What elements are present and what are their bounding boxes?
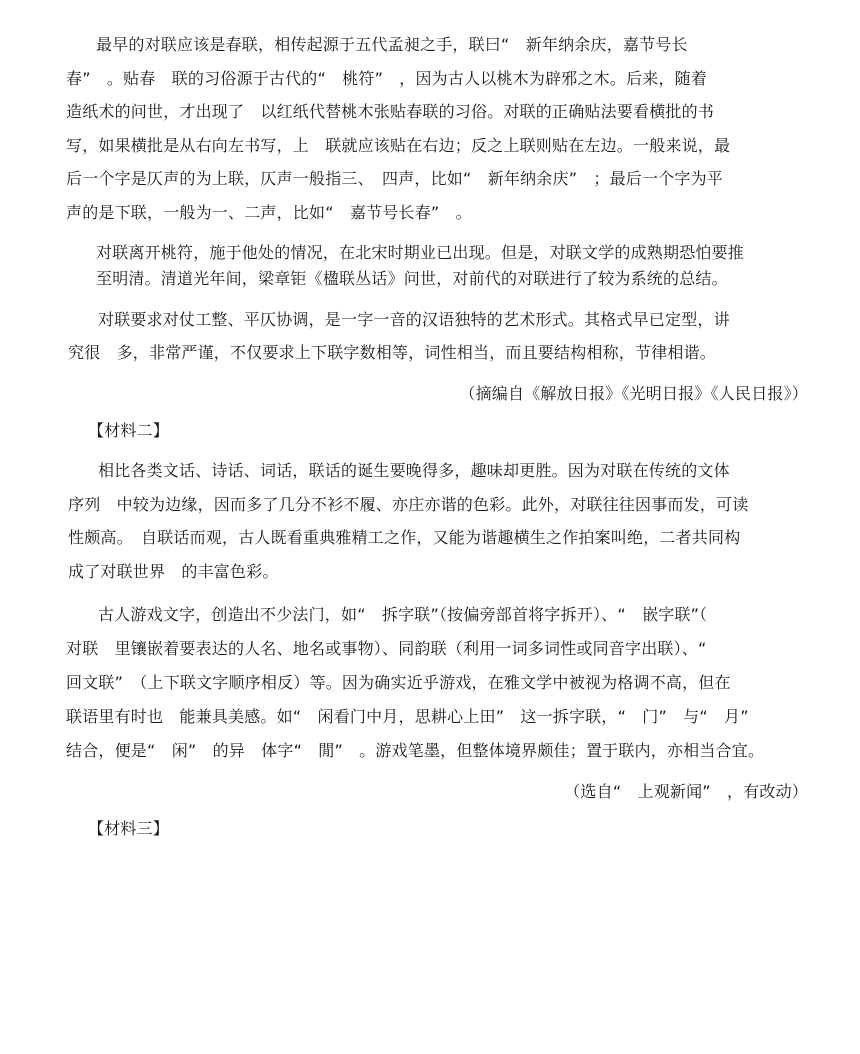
- paragraph-4-line-1: 相比各类文话、诗话、词话，联话的诞生要晚得多，趣味却更胜。因为对联在传统的文体: [98, 461, 730, 480]
- paragraph-4-line-2: 序列 中较为边缘，因而多了几分不衫不履、亦庄亦谐的色彩。此外，对联往往因事而发，可读: [68, 495, 749, 514]
- paragraph-5-line-5: 结合，便是“ 闲” 的异 体字“ 閒” 。游戏笔墨，但整体境界颇佳；置于联内，亦相当合宜。: [66, 741, 765, 760]
- paragraph-3-line-1: 对联要求对仗工整、平仄协调，是一字一音的汉语独特的艺术形式。其格式早已定型，讲: [98, 310, 730, 329]
- paragraph-4-line-3: 性颇高。 自联话而观，古人既看重典雅精工之作，又能为谐趣横生之作拍案叫绝，二者共同构: [68, 528, 741, 547]
- source-citation-1: （摘编自《解放日报》《光明日报》《人民日报》）: [459, 384, 808, 403]
- paragraph-1-line-1: 最早的对联应该是春联，相传起源于五代孟昶之手，联曰“ 新年纳余庆，嘉节号长: [96, 35, 688, 54]
- paragraph-3-line-2: 究很 多，非常严谨，不仅要求上下联字数相等，词性相当，而且要结构相称，节律相谐。: [68, 343, 717, 362]
- paragraph-5-line-4: 联语里有时也 能兼具美感。如“ 闲看门中月，思耕心上田” 这一拆字联，“ 门” 与“ 月”: [66, 707, 749, 726]
- paragraph-1-line-4: 写，如果横批是从右向左书写，上 联就应该贴在右边；反之上联则贴在左边。一般来说，最: [66, 136, 731, 155]
- paragraph-4-line-4: 成了对联世界 的丰富色彩。: [68, 562, 279, 581]
- paragraph-5-line-1: 古人游戏文字，创造出不少法门，如“ 拆字联”（按偏旁部首将字拆开）、“ 嵌字联”（: [98, 605, 708, 624]
- paragraph-5-line-3: 回文联” （上下联文字顺序相反）等。因为确实近乎游戏，在雅文学中被视为格调不高，但在: [66, 673, 731, 692]
- paragraph-1-line-5: 后一个字是仄声的为上联，仄声一般指三、 四声，比如“ 新年纳余庆” ；最后一个字为平: [66, 169, 723, 188]
- material-two-heading: 【材料二】: [88, 421, 170, 440]
- paragraph-1-line-6: 声的是下联，一般为一、二声，比如“ 嘉节号长春” 。: [66, 203, 472, 222]
- paragraph-5-line-2: 对联 里镶嵌着要表达的人名、地名或事物）、同韵联（利用一词多词性或同音字出联）、“: [66, 639, 707, 658]
- material-three-heading: 【材料三】: [88, 819, 170, 838]
- paragraph-2-line-2: 至明清。清道光年间，梁章钜《楹联丛话》问世，对前代的对联进行了较为系统的总结。: [96, 269, 728, 288]
- source-citation-2: （选自“ 上观新闻” ，有改动）: [564, 782, 808, 801]
- paragraph-1-line-2: 春” 。贴春 联的习俗源于古代的“ 桃符” ，因为古人以桃木为辟邪之木。后来，随着: [66, 69, 708, 88]
- paragraph-2-line-1: 对联离开桃符，施于他处的情况，在北宋时期业已出现。但是，对联文学的成熟期恐怕要推: [96, 243, 745, 262]
- paragraph-1-line-3: 造纸术的问世，才出现了 以红纸代替桃木张贴春联的习俗。对联的正确贴法要看横批的书: [66, 102, 715, 121]
